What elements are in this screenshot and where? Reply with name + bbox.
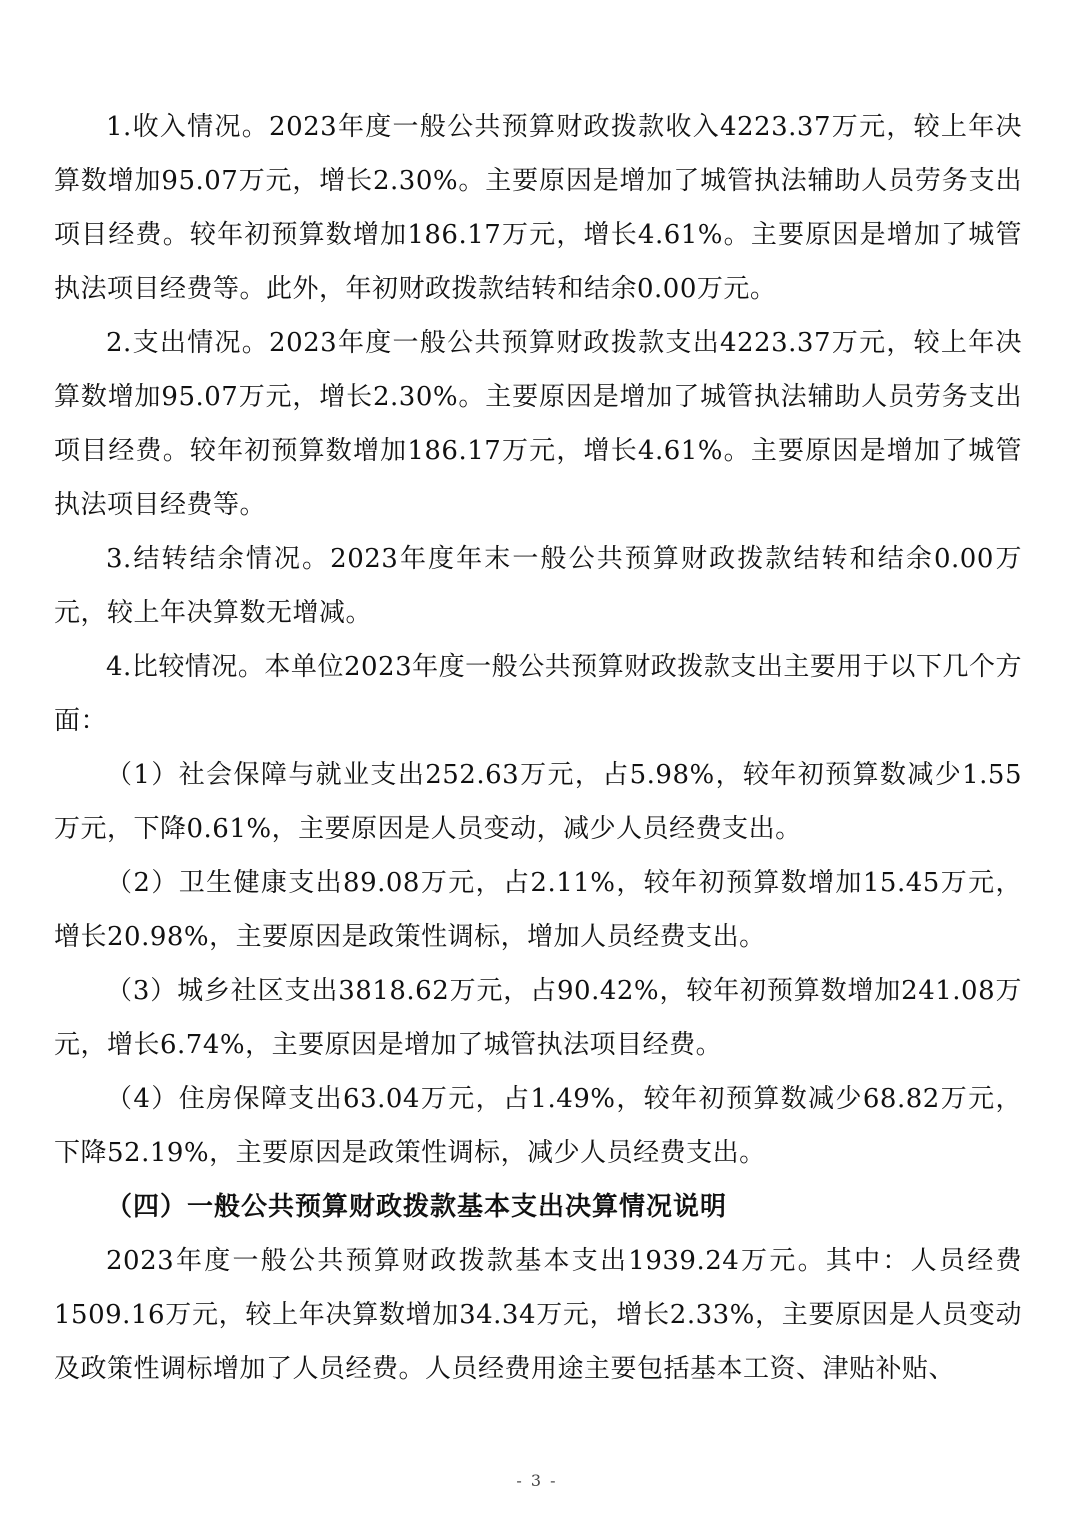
paragraph-carryover: 3.结转结余情况。2023年度年末一般公共预算财政拨款结转和结余0.00万元，较上年决算数无增减。 (54, 544, 1022, 628)
page-number: - 3 - (516, 1471, 558, 1490)
paragraph-social-security: （1）社会保障与就业支出252.63万元，占5.98%，较年初预算数减少1.55万元，下降0.61%，主要原因是人员变动，减少人员经费支出。 (54, 760, 1022, 844)
document-body (54, 100, 1022, 1396)
section-heading: （四）一般公共预算财政拨款基本支出决算情况说明 (106, 1192, 728, 1222)
paragraph-health: （2）卫生健康支出89.08万元，占2.11%，较年初预算数增加15.45万元，增长20.98%，主要原因是政策性调标，增加人员经费支出。 (54, 868, 1022, 952)
paragraph-housing: （4）住房保障支出63.04万元，占1.49%，较年初预算数减少68.82万元，下降52.19%，主要原因是政策性调标，减少人员经费支出。 (54, 1084, 1022, 1168)
paragraph-income: 1.收入情况。2023年度一般公共预算财政拨款收入4223.37万元，较上年决算数增加95.07万元，增长2.30%。主要原因是增加了城管执法辅助人员劳务支出项目经费。较年初预算数增加186.17万元，增长4.61%。主要原因是增加了城管执法项目经费等。此外，年初财政拨款结转和结余0.00万元。 (54, 112, 1022, 304)
paragraph-comparison: 4.比较情况。本单位2023年度一般公共预算财政拨款支出主要用于以下几个方面： (54, 652, 1022, 736)
paragraph-basic-expenditure: 2023年度一般公共预算财政拨款基本支出1939.24万元。其中：人员经费1509.16万元，较上年决算数增加34.34万元，增长2.33%，主要原因是人员变动及政策性调标增加了人员经费。人员经费用途主要包括基本工资、津贴补贴、 (54, 1246, 1022, 1384)
paragraph-urban-rural: （3）城乡社区支出3818.62万元，占90.42%，较年初预算数增加241.08万元，增长6.74%，主要原因是增加了城管执法项目经费。 (54, 976, 1022, 1060)
paragraph-expenditure: 2.支出情况。2023年度一般公共预算财政拨款支出4223.37万元，较上年决算数增加95.07万元，增长2.30%。主要原因是增加了城管执法辅助人员劳务支出项目经费。较年初预算数增加186.17万元，增长4.61%。主要原因是增加了城管执法项目经费等。 (54, 328, 1022, 520)
